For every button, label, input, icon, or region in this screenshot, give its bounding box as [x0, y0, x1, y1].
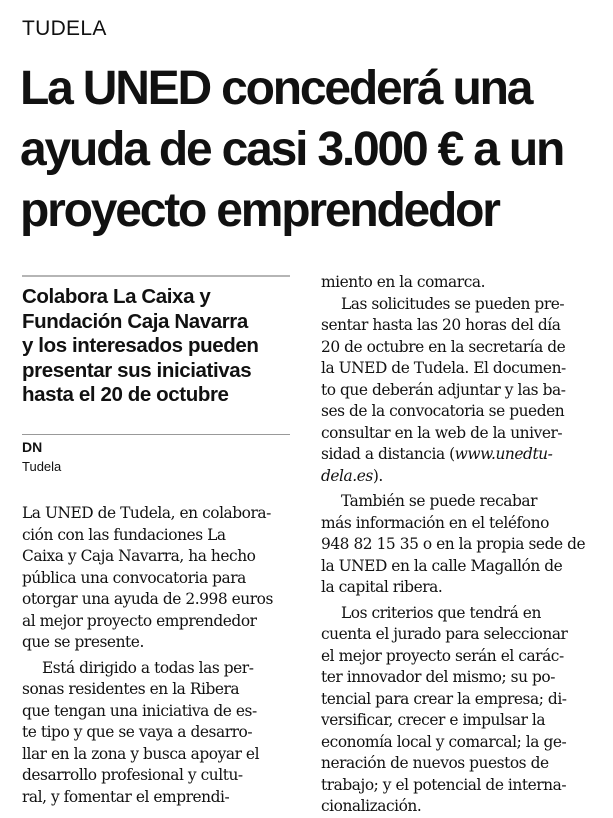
subhead-line: Fundación Caja Navarra	[22, 309, 248, 333]
text-line: También se puede recabar	[341, 492, 537, 510]
byline-place: Tudela	[22, 458, 62, 474]
subhead-top-rule	[22, 275, 290, 277]
text-line	[321, 466, 593, 488]
subhead-line: Colabora La Caixa y	[22, 285, 211, 308]
text-line: versificar, crecer e impulsar la	[321, 711, 546, 729]
text-line: sentar hasta las 20 horas del día	[321, 316, 561, 334]
paragraph	[321, 491, 593, 599]
text-line: 20 de octubre en la secretaría de	[321, 337, 566, 356]
text-line: ter innovador del mismo; su po-	[321, 668, 555, 686]
article-column-1	[22, 503, 294, 808]
subhead	[22, 285, 292, 408]
text-line: ses de la convocatoria se pueden	[321, 402, 565, 420]
text-line: La UNED de Tudela, en colabora-	[22, 504, 271, 522]
article-column-2	[321, 272, 593, 818]
paragraph	[321, 294, 593, 488]
text-line: más información en el teléfono	[321, 513, 549, 532]
text-line: cionalización.	[321, 797, 422, 815]
text-line: al mejor proyecto emprendedor	[22, 611, 257, 630]
text-line: sonas residentes en la Ribera	[22, 680, 240, 698]
byline-rule	[22, 434, 290, 435]
text-line: que se presente.	[22, 633, 144, 651]
text-segment: sidad a distancia (	[321, 445, 455, 463]
website-link[interactable]: www.unedtu-	[454, 445, 553, 463]
text-line: llar en la zona y busca apoyar el	[22, 744, 260, 763]
text-line: la UNED de Tudela. El documen-	[321, 359, 566, 377]
text-line: economía local y comarcal; la ge-	[321, 732, 567, 751]
byline-author: DN	[22, 438, 43, 455]
text-line: ción con las fundaciones La	[22, 525, 226, 544]
text-line: Caixa y Caja Navarra, ha hecho	[22, 547, 256, 565]
text-line: 948 82 15 35 o en la propia sede de	[321, 535, 586, 553]
text-line: Los criterios que tendrá en	[341, 603, 541, 622]
text-line: to que deberán adjuntar y las ba-	[321, 380, 566, 399]
headline-line: proyecto emprendedor	[20, 184, 499, 237]
paragraph	[22, 503, 294, 654]
section-label: TUDELA	[22, 17, 107, 40]
subhead-line: y los interesados pueden	[22, 334, 259, 357]
paragraph	[321, 603, 593, 818]
text-line: miento en la comarca.	[321, 273, 486, 291]
text-line: tencial para crear la empresa; di-	[321, 689, 567, 708]
text-line: te tipo y que se vaya a desarro-	[22, 723, 253, 741]
paragraph	[22, 658, 294, 809]
subhead-block	[22, 275, 292, 478]
text-line: cuenta el jurado para seleccionar	[321, 625, 568, 643]
text-line: que tengan una iniciativa de es-	[22, 701, 257, 720]
text-line: pública una convocatoria para	[22, 568, 246, 587]
text-line: neración de nuevos puestos de	[321, 754, 549, 772]
text-line: el mejor proyecto serán el carác-	[321, 646, 564, 665]
website-link[interactable]: dela.es	[321, 466, 373, 485]
paragraph	[321, 272, 593, 294]
subhead-line: presentar sus iniciativas	[22, 358, 252, 382]
text-line: Está dirigido a todas las per-	[42, 658, 254, 677]
text-line: la UNED en la calle Magallón de	[321, 556, 563, 575]
headline-line: La UNED concederá una	[20, 62, 532, 115]
headline	[20, 58, 610, 241]
text-line: desarrollo profesional y cultu-	[22, 766, 243, 784]
subhead-line: hasta el 20 de octubre	[22, 383, 229, 406]
text-line: consultar en la web de la univer-	[321, 423, 563, 442]
text-line: ral, y fomentar el emprendi-	[22, 787, 230, 806]
text-line: Las solicitudes se pueden pre-	[341, 294, 565, 313]
headline-line: ayuda de casi 3.000 € a un	[20, 123, 564, 176]
text-line: la capital ribera.	[321, 578, 443, 596]
text-line: otorgar una ayuda de 2.998 euros	[22, 590, 273, 608]
text-line	[321, 444, 593, 466]
text-line: trabajo; y el potencial de interna-	[321, 775, 567, 794]
text-segment: ).	[372, 466, 383, 485]
byline	[22, 434, 292, 478]
